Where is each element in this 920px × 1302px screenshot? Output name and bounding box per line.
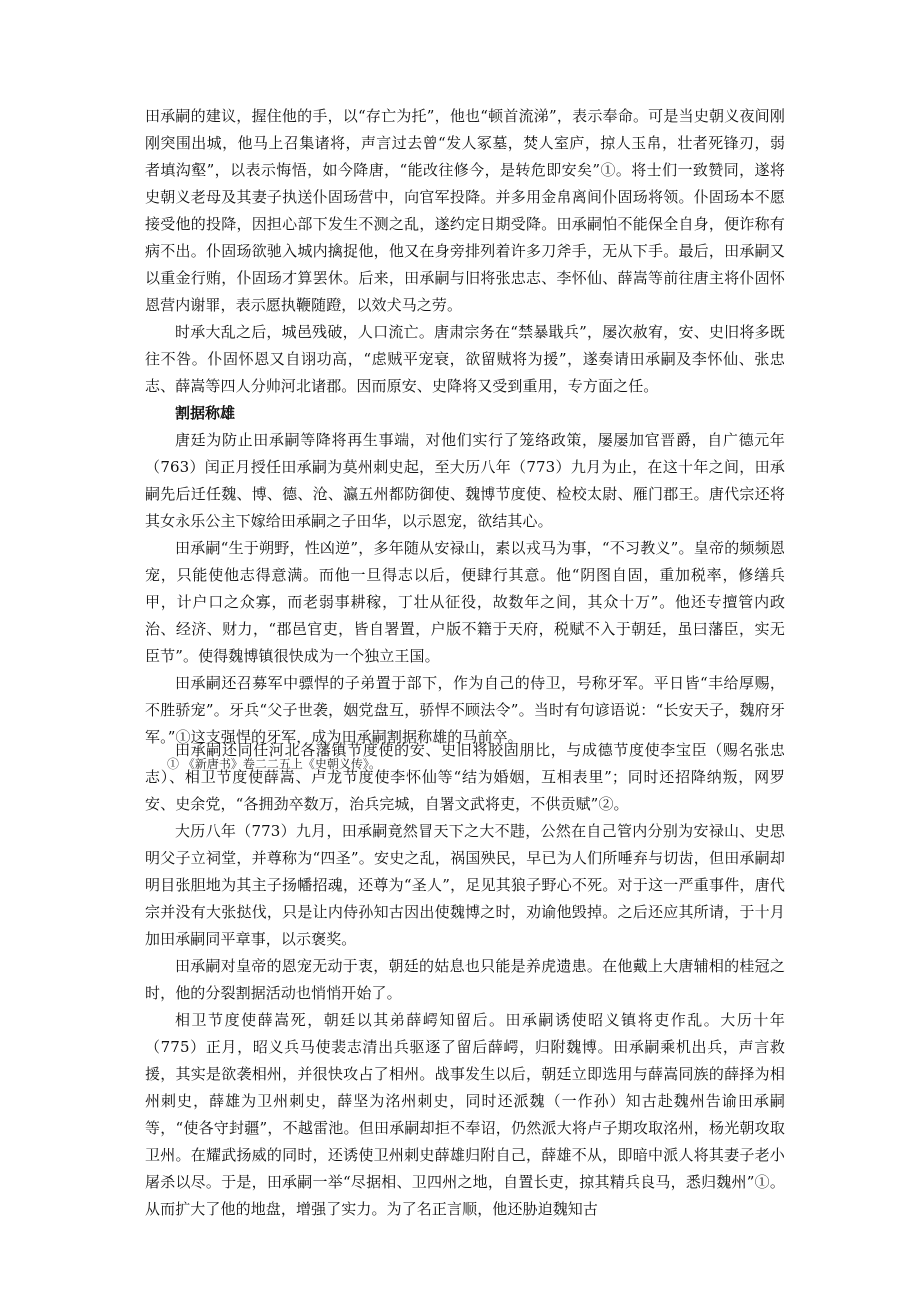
paragraph: 田承嗣还同任河北各藩镇节度使的安、史旧将胶固朋比，与成德节度使李宝臣（赐名张忠志）、相卫节度使薛嵩、卢龙节度使李怀仙等“结为婚姻，互相表里”；同时还招降纳叛，网罗安、史余党，“各拥劲卒数万，治兵完城，自署文武将吏，不供贡赋”②。 <box>145 741 785 813</box>
section-heading: 割据称雄 <box>175 404 236 422</box>
paragraph: 时承大乱之后，城邑残破，人口流亡。唐肃宗务在“禁暴戢兵”，屡次赦宥，安、史旧将多既往不咎。仆固怀恩又自诩功高，“虑贼平宠衰，欲留贼将为援”，遂奏请田承嗣及李怀仙、张忠志、薛嵩等四人分帅河北诸郡。因而原安、史降将又受到重用，专方面之任。 <box>145 323 785 395</box>
section-bottom <box>145 737 785 1223</box>
footnote: ① 《新唐书》卷二二五上《史朝义传》。 <box>167 757 381 771</box>
paragraph: 田承嗣的建议，握住他的手，以“存亡为托”，他也“顿首流涕”，表示奉命。可是当史朝义夜间刚刚突围出城，他马上召集诸将，声言过去曾“发人冢墓，焚人室庐，掠人玉帛，壮者死锋刃，弱者填沟壑”，以表示悔悟，如今降唐，“能改往修今，是转危即安矣”①。将士们一致赞同，遂将史朝义老母及其妻子执送仆固玚营中，向官军投降。并多用金帛离间仆固玚将领。仆固玚本不愿接受他的投降，因担心部下发生不测之乱，遂约定日期受降。田承嗣怕不能保全自身，便诈称有病不出。仆固玚欲驰入城内擒捉他，他又在身旁排列着许多刀斧手，无从下手。最后，田承嗣又以重金行贿，仆固玚才算罢休。后来，田承嗣与旧将张忠志、李怀仙、薛嵩等前往唐主将仆固怀恩营内谢罪，表示愿执鞭随蹬，以效犬马之劳。 <box>145 107 785 314</box>
paragraph: 田承嗣对皇帝的恩宠无动于衷，朝廷的姑息也只能是养虎遗患。在他戴上大唐辅相的桂冠之时，他的分裂割据活动也悄悄开始了。 <box>145 957 785 1002</box>
paragraph: 相卫节度使薛嵩死，朝廷以其弟薛崿知留后。田承嗣诱使昭义镇将吏作乱。大历十年（775）正月，昭义兵马使裴志清出兵驱逐了留后薛崿，归附魏博。田承嗣乘机出兵，声言救援，其实是欲袭相州，并很快攻占了相州。战事发生以后，朝廷立即选用与薛嵩同族的薛择为相州刺史，薛雄为卫州刺史，薛坚为洺州刺史，同时还派魏（一作孙）知古赴魏州告谕田承嗣等，“使各守封疆”，不越雷池。但田承嗣却拒不奉诏，仍然派大将卢子期攻取洺州，杨光朝攻取卫州。在耀武扬威的同时，还诱使卫州刺史薛雄归附自己，薛雄不从，即暗中派人将其妻子老小屠杀以尽。于是，田承嗣一举“尽据相、卫四州之地，自置长吏，掠其精兵良马，悉归魏州”①。从而扩大了他的地盘，增强了实力。为了名正言顺，他还胁迫魏知古 <box>145 1011 785 1218</box>
paragraph: 大历八年（773）九月，田承嗣竟然冒天下之大不韪，公然在自己管内分别为安禄山、史思明父子立祠堂，并尊称为“四圣”。安史之乱，祸国殃民，早已为人们所唾弃与切齿，但田承嗣却明目张胆地为其主子扬幡招魂，还尊为“圣人”，足见其狼子野心不死。对于这一严重事件，唐代宗并没有大张挞伐，只是让内侍孙知古因出使魏博之时，劝谕他毁掉。之后还应其所请，于十月加田承嗣同平章事，以示褒奖。 <box>145 822 785 948</box>
section-top <box>145 103 785 775</box>
paragraph: 唐廷为防止田承嗣等降将再生事端，对他们实行了笼络政策，屡屡加官晋爵，自广德元年（763）闰正月授任田承嗣为莫州刺史起，至大历八年（773）九月为止，在这十年之间，田承嗣先后迁任魏、博、德、沧、瀛五州都防御使、魏博节度使、检校太尉、雁门郡王。唐代宗还将其女永乐公主下嫁给田承嗣之子田华，以示恩宠，欲结其心。 <box>145 431 785 530</box>
paragraph: 田承嗣“生于朔野，性凶逆”，多年随从安禄山，素以戎马为事，“不习教义”。皇帝的频频恩宠，只能使他志得意满。而他一旦得志以后，便肆行其意。他“阴图自固，重加税率，修缮兵甲，计户口之众寡，而老弱事耕稼，丁壮从征役，故数年之间，其众十万”。他还专擅管内政治、经济、财力，“郡邑官吏，皆自署置，户版不籍于天府，税赋不入于朝廷，虽曰藩臣，实无臣节”。使得魏博镇很快成为一个独立王国。 <box>145 539 785 665</box>
paragraph: 田承嗣还召募军中骠悍的子弟置于部下，作为自己的侍卫，号称牙军。平日皆“丰给厚赐，不胜骄宠”。牙兵“父子世袭，姻党盘互，骄悍不顾法令”。当时有句谚语说：“长安天子，魏府牙军。”①这支强悍的牙军，成为田承嗣割据称雄的马前卒。 <box>145 674 785 746</box>
